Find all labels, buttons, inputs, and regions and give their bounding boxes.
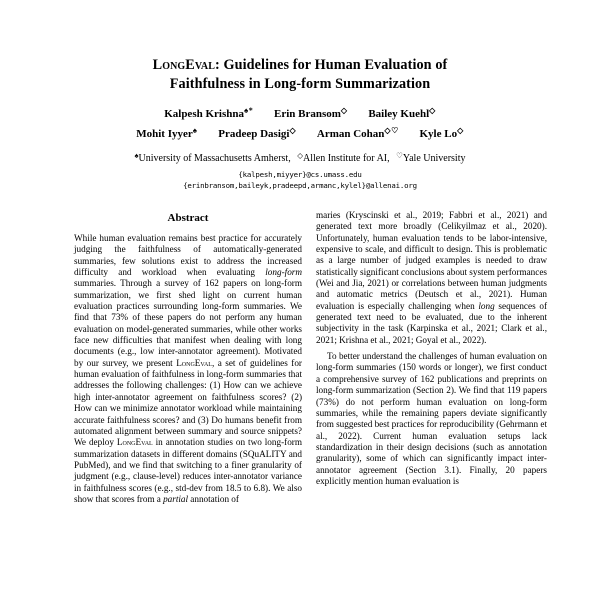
paper-title-line1-rest: : Guidelines for Human Evaluation of — [215, 57, 448, 73]
author-pradeep-dasigi — [218, 123, 296, 143]
left-column — [74, 210, 302, 505]
heart-icon: ♡ — [396, 151, 403, 160]
author-marks: ♠* — [243, 106, 254, 115]
affiliation-yale — [396, 153, 465, 164]
author-row-2 — [0, 123, 600, 143]
right-column — [316, 210, 547, 487]
author-marks: ◇ — [457, 125, 464, 135]
author-marks: ◇ — [429, 106, 436, 115]
abstract-heading: Abstract — [167, 212, 209, 224]
email-line-umass: {kalpesh,miyyer}@cs.umass.edu — [238, 170, 362, 179]
author-name: Erin Bransom — [273, 108, 341, 120]
abstract-paragraph: While human evaluation remains best practice for accurately judging the faithfulness of automatically-generated summaries, few solutions exist to address the increased difficulty and workload when evaluating long-form summaries. Through a survey of 162 papers on long-form summarization, we first shed light on current human evaluation practices surrounding long-form summaries. We find that 73% of these papers do not perform any human evaluation on model-generated summaries, while other works face new difficulties that manifest when dealing with long documents (e.g., low inter-annotator agreement). Motivated by our survey, we present LongEval, a set of guidelines for human evaluation of faithfulness in long-form summaries that addresses the following challenges: (1) How can we achieve high inter-annotator agreement on faithfulness scores? (2) How can we minimize annotator workload while maintaining accurate faithfulness scores? and (3) Do humans benefit from automated alignment between summary and source snippets? We deploy LongEval in annotation studies on two long-form summarization datasets in different domains (SQuALITY and PubMed), and we find that switching to a finer granularity of judgment (e.g., clause-level) reduces inter-annotator variance in faithfulness scores (e.g., std-dev from 18.5 to 6.8). We also show that scores from a partial annotation of — [74, 233, 302, 504]
affiliation-text: Allen Institute for AI, — [302, 153, 390, 164]
title-block — [0, 0, 600, 191]
author-list — [0, 103, 600, 142]
author-name: Mohit Iyyer — [136, 127, 193, 140]
author-name: Kyle Lo — [419, 127, 458, 140]
author-name: Arman Cohan — [316, 127, 385, 140]
affiliation-umass — [135, 153, 291, 164]
paper-title-line2: Faithfulness in Long-form Summarization — [169, 76, 431, 92]
author-bailey-kuehl — [368, 103, 435, 123]
author-name: Pradeep Dasigi — [218, 127, 290, 140]
spade-icon: ♠ — [134, 151, 139, 160]
paper-title-longeval: LongEval — [152, 57, 215, 73]
author-marks: ◇ — [340, 106, 348, 115]
email-block — [0, 169, 600, 191]
author-kalpesh-krishna — [164, 103, 253, 123]
affiliation-text: University of Massachusetts Amherst, — [138, 153, 291, 164]
affiliation-ai2 — [297, 153, 389, 164]
paper-title — [0, 56, 600, 94]
author-arman-cohan — [317, 123, 399, 143]
author-row-1 — [0, 103, 600, 123]
author-name: Kalpesh Krishna — [164, 108, 244, 120]
intro-paragraph-2: To better understand the challenges of human evaluation on long-form summaries (150 words or longer), we first conduct a comprehensive survey of 162 publications and preprints on long-form summarization (Section 2). We find that 119 papers (73%) do not perform human evaluation on long-form summaries, while the remaining papers deviate significantly from suggested best practices for reproducibility (Gehrmann et al., 2022). Current human evaluation setups lack standardization in their design decisions (such as annotation granularity), some of which can significantly impact inter-annotator agreement (Section 3.1). Finally, 20 papers explicitly mention human evaluation is — [316, 351, 547, 486]
affiliations — [0, 151, 600, 164]
diamond-icon: ◇ — [297, 151, 303, 160]
author-erin-bransom — [274, 103, 348, 123]
author-marks: ◇ — [289, 125, 297, 135]
author-kyle-lo — [420, 123, 464, 143]
author-marks: ♠ — [192, 125, 198, 135]
author-mohit-iyyer — [136, 123, 197, 143]
author-marks: ◇♡ — [384, 125, 399, 135]
author-name: Bailey Kuehl — [368, 108, 430, 120]
email-line-allenai: {erinbransom,baileyk,pradeepd,armanc,kylel}@allenai.org — [183, 181, 417, 190]
affiliation-text: Yale University — [402, 153, 466, 164]
two-column-body — [0, 210, 600, 505]
intro-paragraph-1: maries (Kryscinski et al., 2019; Fabbri et al., 2021) and generated text more broadly (Celikyilmaz et al., 2020). Unfortunately, human evaluation tends to be labor-intensive, expensive to scale, and difficult to design. This is problematic as a large number of judged examples is needed to draw statistically significant conclusions about system performances (Wei and Jia, 2021) or correlations between human judgments and automatic metrics (Deutsch et al., 2021). Human evaluation is especially challenging when long sequences of generated text need to be evaluated, due to the inherent subjectivity in the task (Karpinska et al., 2021; Clark et al., 2021; Krishna et al., 2021; Goyal et al., 2022). — [316, 210, 548, 345]
paper-title-line1 — [153, 57, 448, 73]
